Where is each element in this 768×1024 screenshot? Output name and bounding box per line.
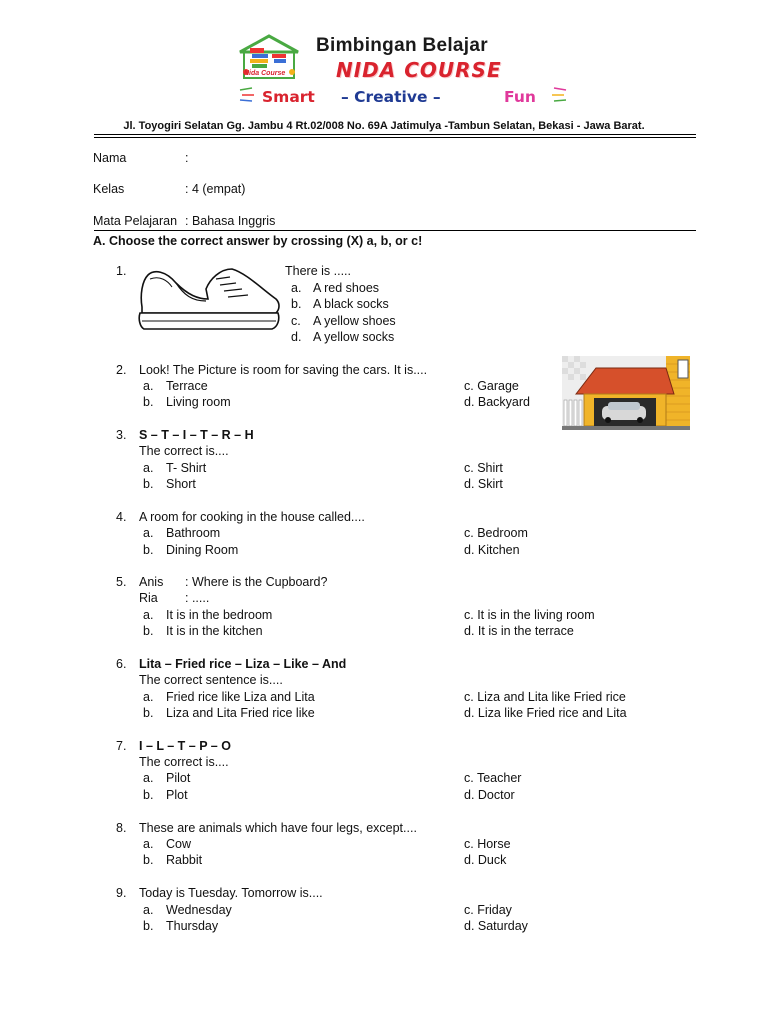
brand-line-2: NIDA COURSE [336,58,502,82]
address: Jl. Toyogiri Selatan Gg. Jambu 4 Rt.02/008 No. 69A Jatimulya -Tambun Selatan, Bekasi - Jawa Barat. [123,120,645,132]
q1-option-a-letter: a. [291,281,302,295]
brand-line-1: Bimbingan Belajar [316,35,488,56]
q1-option-c-letter: c. [291,314,301,328]
mapel-label: Mata Pelajaran [93,214,178,228]
q8-option-b-letter: b. [143,853,154,867]
q4-option-a: Bathroom [166,526,221,540]
q5-option-c: c. It is in the living room [464,608,595,622]
q2-option-c: c. Garage [464,379,519,393]
info-divider [94,230,696,231]
q3-option-b-letter: b. [143,477,154,491]
q6-option-d: d. Liza like Fried rice and Lita [464,706,627,720]
q8-option-a: Cow [166,837,192,851]
q4-option-b-letter: b. [143,543,154,557]
q9-option-a: Wednesday [166,903,232,917]
q6-option-a-letter: a. [143,690,154,704]
logo-text: Nida Course [244,70,286,77]
q8-option-b: Rabbit [166,853,203,867]
q9-option-b: Thursday [166,919,219,933]
q8-question: These are animals which have four legs, except.... [139,821,417,835]
q5-line-1: : Where is the Cupboard? [185,575,328,589]
q9-option-a-letter: a. [143,903,154,917]
q9-number: 9. [116,886,127,900]
q7-option-b: Plot [166,788,188,802]
q2-question: Look! The Picture is room for saving the cars. It is.... [139,363,428,377]
q4-option-d: d. Kitchen [464,543,520,557]
tagline-deco-right [550,86,570,105]
q1-option-c: A yellow shoes [313,314,396,328]
q1-option-d-letter: d. [291,330,302,344]
q7-option-c: c. Teacher [464,771,522,785]
nama-label: Nama [93,151,127,165]
q2-option-a-letter: a. [143,379,154,393]
nama-value: : [185,151,189,165]
q1-option-b-letter: b. [291,297,302,311]
q1-option-b: A black socks [313,297,389,311]
q7-number: 7. [116,739,127,753]
q5-number: 5. [116,575,127,589]
q4-question: A room for cooking in the house called.... [139,510,365,524]
q6-option-a: Fried rice like Liza and Lita [166,690,315,704]
q8-option-a-letter: a. [143,837,154,851]
q4-option-b: Dining Room [166,543,239,557]
q7-sub: The correct is.... [139,755,229,769]
q7-option-a-letter: a. [143,771,154,785]
q9-option-d: d. Saturday [464,919,528,933]
q7-option-b-letter: b. [143,788,154,802]
header-divider-2 [94,137,696,138]
q1-option-d: A yellow socks [313,330,395,344]
q3-option-b: Short [166,477,196,491]
q5-option-d: d. It is in the terrace [464,624,574,638]
q9-option-b-letter: b. [143,919,154,933]
tagline-fun: Fun [504,88,536,106]
q3-option-a-letter: a. [143,461,154,475]
q2-option-d: d. Backyard [464,395,531,409]
q6-question: Lita – Fried rice – Liza – Like – And [139,657,347,671]
tagline-deco-left [238,86,258,105]
q4-option-c: c. Bedroom [464,526,528,540]
q7-option-d: d. Doctor [464,788,515,802]
q3-option-a: T- Shirt [166,461,207,475]
mapel-value: : Bahasa Inggris [185,214,276,228]
tagline-smart: Smart [262,88,315,106]
q3-option-c: c. Shirt [464,461,503,475]
q6-sub: The correct sentence is.... [139,673,283,687]
q3-number: 3. [116,428,127,442]
q2-option-a: Terrace [166,379,208,393]
q5-option-b: It is in the kitchen [166,624,263,638]
q7-option-a: Pilot [166,771,191,785]
q6-option-c: c. Liza and Lita like Fried rice [464,690,626,704]
header-divider [94,134,696,135]
garage-illustration [562,356,690,433]
q8-option-c: c. Horse [464,837,511,851]
kelas-label: Kelas [93,182,125,196]
q5-option-b-letter: b. [143,624,154,638]
q2-number: 2. [116,363,127,377]
q8-option-d: d. Duck [464,853,507,867]
q2-option-b: Living room [166,395,231,409]
q7-question: I – L – T – P – O [139,739,231,753]
q6-option-b-letter: b. [143,706,154,720]
q8-number: 8. [116,821,127,835]
kelas-value: : 4 (empat) [185,182,246,196]
q6-number: 6. [116,657,127,671]
q1-number: 1. [116,264,127,278]
q3-question: S – T – I – T – R – H [139,428,254,442]
q5-line-2: : ..... [185,591,210,605]
q5-option-a: It is in the bedroom [166,608,273,622]
q1-option-a: A red shoes [313,281,380,295]
q1-question: There is ..... [285,264,351,278]
q9-option-c: c. Friday [464,903,512,917]
q2-option-b-letter: b. [143,395,154,409]
q4-number: 4. [116,510,127,524]
q3-option-d: d. Skirt [464,477,503,491]
q4-option-a-letter: a. [143,526,154,540]
tagline-creative: – Creative – [341,88,441,106]
q3-sub: The correct is.... [139,444,229,458]
shoe-illustration [136,265,282,336]
q6-option-b: Liza and Lita Fried rice like [166,706,315,720]
q5-option-a-letter: a. [143,608,154,622]
q5-speaker-1: Anis [139,575,164,589]
section-a-title: A. Choose the correct answer by crossing (X) a, b, or c! [93,234,423,248]
q5-speaker-2: Ria [139,591,158,605]
q9-question: Today is Tuesday. Tomorrow is.... [139,886,323,900]
nida-course-logo [232,34,307,84]
